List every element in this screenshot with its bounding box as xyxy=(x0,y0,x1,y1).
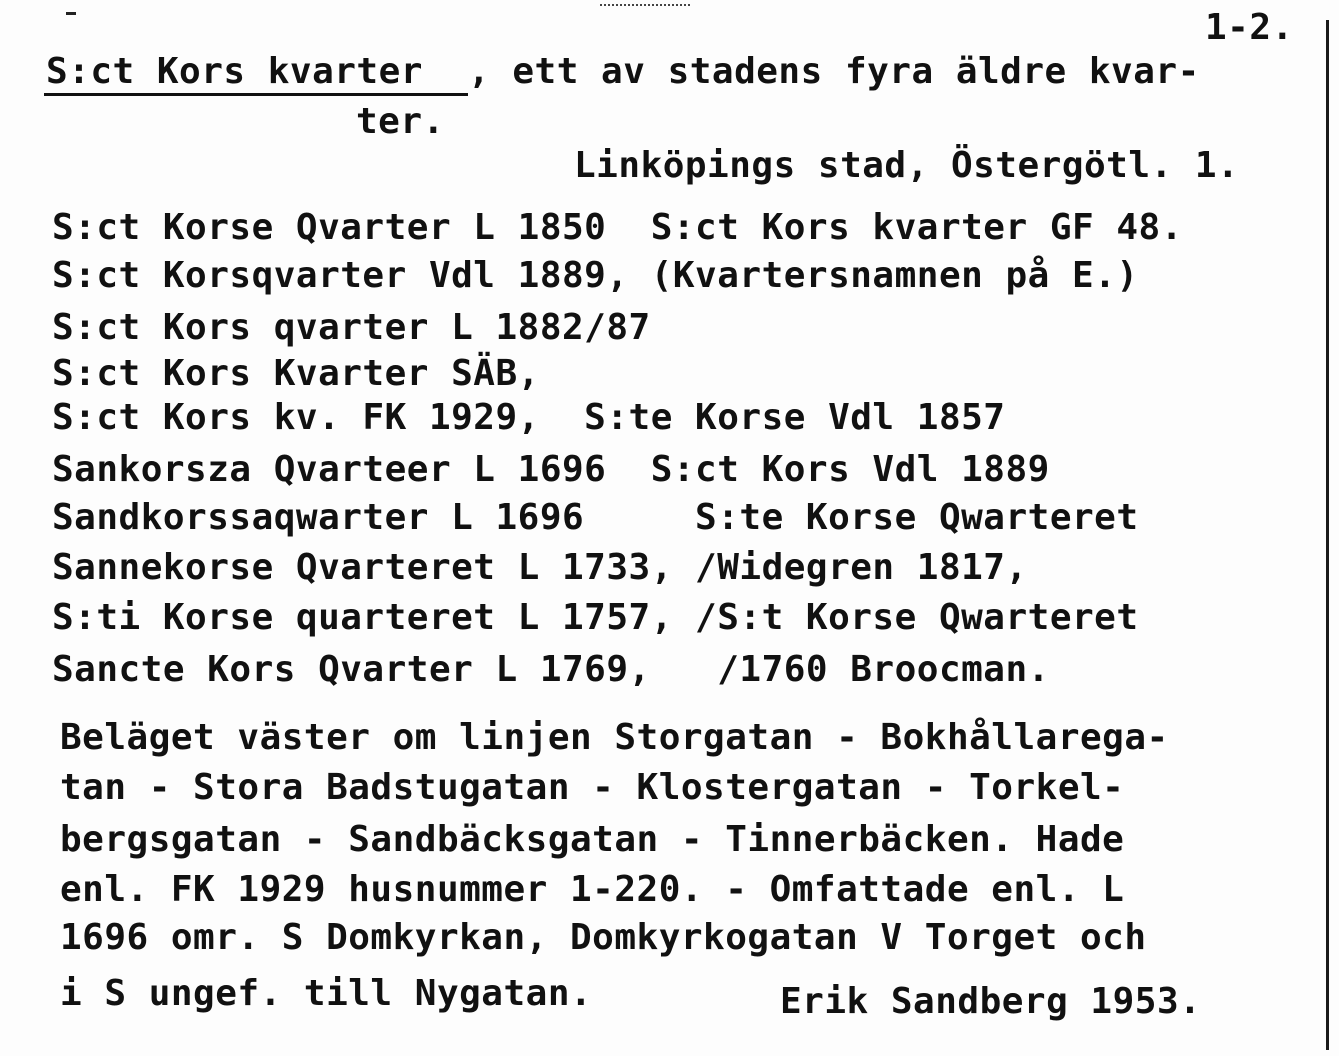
description-line-1: Beläget väster om linjen Storgatan - Bokhållarega- xyxy=(60,717,1169,758)
form-line-8: Sannekorse Qvarteret L 1733, /Widegren 1817, xyxy=(52,547,1028,588)
form-line-4: S:ct Kors Kvarter SÄB, xyxy=(52,353,540,394)
form-line-2: S:ct Korsqvarter Vdl 1889, (Kvartersnamnen på E.) xyxy=(52,255,1139,296)
card-title-continuation: ter. xyxy=(356,101,445,142)
card-title: S:ct Kors kvarter xyxy=(46,51,423,92)
description-line-6: i S ungef. till Nygatan. xyxy=(60,973,593,1014)
card-top-left-mark xyxy=(66,12,76,15)
card-title-rest: , ett av stadens fyra äldre kvar- xyxy=(468,51,1200,92)
card-top-marks xyxy=(600,4,690,8)
description-line-5: 1696 omr. S Domkyrkan, Domkyrkogatan V Torget och xyxy=(60,917,1147,958)
description-line-2: tan - Stora Badstugatan - Klostergatan - Torkel- xyxy=(60,767,1125,808)
card-place: Linköpings stad, Östergötl. 1. xyxy=(574,145,1240,186)
form-line-9: S:ti Korse quarteret L 1757, /S:t Korse Qwarteret xyxy=(52,597,1139,638)
form-line-6: Sankorsza Qvarteer L 1696 S:ct Kors Vdl 1889 xyxy=(52,449,1050,490)
form-line-5: S:ct Kors kv. FK 1929, S:te Korse Vdl 1857 xyxy=(52,397,1006,438)
card-right-edge xyxy=(1326,20,1329,1050)
title-underline xyxy=(44,93,468,96)
form-line-10: Sancte Kors Qvarter L 1769, /1760 Broocman. xyxy=(52,649,1050,690)
form-line-3: S:ct Kors qvarter L 1882/87 xyxy=(52,307,651,348)
form-line-1: S:ct Korse Qvarter L 1850 S:ct Kors kvarter GF 48. xyxy=(52,207,1183,248)
signature: Erik Sandberg 1953. xyxy=(780,981,1202,1022)
card-number: 1-2. xyxy=(1205,7,1294,48)
form-line-7: Sandkorssaqwarter L 1696 S:te Korse Qwarteret xyxy=(52,497,1139,538)
description-line-3: bergsgatan - Sandbäcksgatan - Tinnerbäcken. Hade xyxy=(60,819,1125,860)
description-line-4: enl. FK 1929 husnummer 1-220. - Omfattade enl. L xyxy=(60,869,1125,910)
